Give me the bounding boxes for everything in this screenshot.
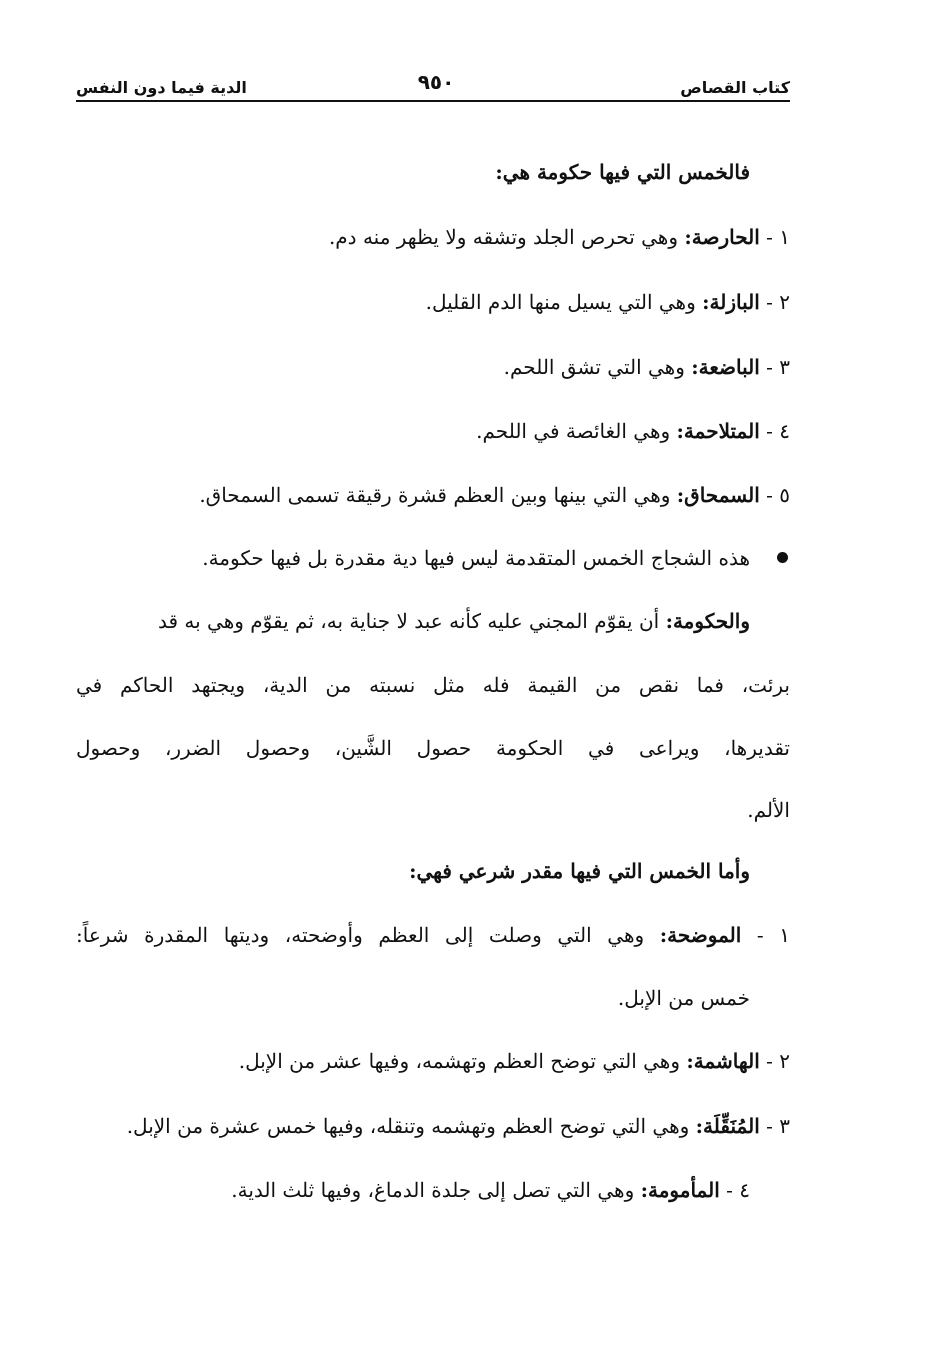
list-item: [329, 222, 790, 252]
item-term: الموضحة:: [659, 923, 742, 947]
hukuma-line-2: برئت، فما نقص من القيمة فله مثل نسبته من الدية، ويجتهد الحاكم في: [76, 673, 790, 697]
list-item: [199, 480, 790, 510]
item-text: وهي التي بينها وبين العظم قشرة رقيقة تسمى السمحاق.: [199, 483, 671, 507]
list-item: [476, 416, 790, 446]
hukuma-term: والحكومة:: [665, 609, 750, 633]
item-number: ٥ -: [766, 483, 790, 507]
list-item: [504, 352, 790, 382]
item-term: البازلة:: [702, 290, 760, 314]
item-text: وهي التي وصلت إلى العظم وأوضحته، وديتها المقدرة شرعاً:: [76, 923, 645, 947]
item-term: الباضعة:: [691, 355, 760, 379]
item-number: ٣ -: [766, 355, 790, 379]
section1-heading: فالخمس التي فيها حكومة هي:: [495, 160, 750, 184]
item-text: وهي الغائصة في اللحم.: [476, 419, 671, 443]
page-number: ٩٥٠: [417, 70, 455, 94]
list-item: [76, 920, 790, 950]
item-number: ١ -: [756, 923, 791, 947]
list-item: [239, 1046, 790, 1076]
item-continuation: خمس من الإبل.: [617, 986, 750, 1010]
item-text: وهي التي يسيل منها الدم القليل.: [425, 290, 696, 314]
page-header: [76, 70, 790, 102]
item-text: وهي التي تصل إلى جلدة الدماغ، وفيها ثلث الدية.: [231, 1178, 635, 1202]
item-term: المتلاحمة:: [676, 419, 760, 443]
item-text: وهي التي توضح العظم وتهشمه وتنقله، وفيها خمس عشرة من الإبل.: [126, 1114, 690, 1138]
item-term: المُنَقِّلَة:: [695, 1114, 760, 1138]
item-number: ٤ -: [726, 1178, 750, 1202]
item-number: ٣ -: [766, 1114, 790, 1138]
book-title: كتاب القصاص: [680, 78, 790, 97]
item-term: المأمومة:: [640, 1178, 720, 1202]
item-number: ٤ -: [766, 419, 790, 443]
bullet-note: هذه الشجاج الخمس المتقدمة ليس فيها دية مقدرة بل فيها حكومة.: [202, 546, 750, 570]
list-item: [127, 1111, 790, 1141]
item-term: الحارصة:: [684, 225, 760, 249]
chapter-title: الدية فيما دون النفس: [76, 78, 247, 97]
item-number: ١ -: [766, 225, 790, 249]
item-text: وهي تحرص الجلد وتشقه ولا يظهر منه دم.: [328, 225, 678, 249]
item-number: ٢ -: [766, 1049, 790, 1073]
hukuma-line-1: [157, 606, 750, 636]
item-text: وهي التي توضح العظم وتهشمه، وفيها عشر من الإبل.: [238, 1049, 681, 1073]
hukuma-text: أن يقوّم المجني عليه كأنه عبد لا جناية به، ثم يقوّم وهي به قد: [157, 609, 660, 633]
section2-heading: وأما الخمس التي فيها مقدر شرعي فهي:: [409, 859, 750, 883]
list-item: [426, 287, 790, 317]
hukuma-line-3: تقديرها، ويراعى في الحكومة حصول الشَّين، وحصول الضرر، وحصول: [76, 736, 790, 760]
hukuma-line-4: الألم.: [747, 798, 790, 822]
item-term: السمحاق:: [676, 483, 760, 507]
item-number: ٢ -: [766, 290, 790, 314]
item-text: وهي التي تشق اللحم.: [503, 355, 685, 379]
bullet-icon: [777, 552, 788, 563]
item-term: الهاشمة:: [686, 1049, 760, 1073]
list-item: [231, 1175, 750, 1205]
